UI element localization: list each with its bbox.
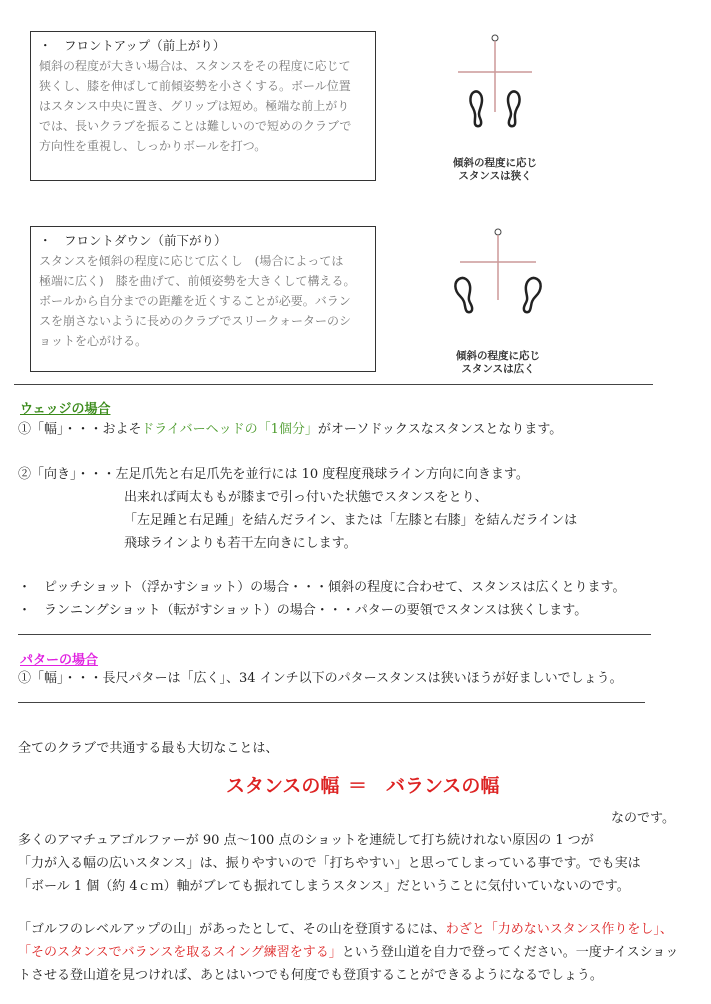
- p4-prefix: 「ゴルフのレベルアップの山」があったとして、その山を登頂するには、: [18, 922, 446, 937]
- front-up-heading: ・ フロントアップ（前上がり）: [39, 38, 226, 53]
- wedge-running-shot: ・ ランニングショット（転がすショット）の場合・・・パターの要領でスタンスは狭くします。: [18, 603, 588, 618]
- divider-2: [18, 634, 651, 635]
- narrow-caption-line2: スタンスは狭く: [458, 170, 532, 182]
- narrow-stance-caption: [425, 157, 565, 183]
- balance-width-label: バランスの幅: [386, 775, 500, 797]
- conclusion-paragraph-5: [18, 944, 678, 962]
- wedge-direction-line1: ②「向き」・・・左足爪先と右足爪先を並行には 10 度程度飛球ライン方向に向きます。: [18, 467, 529, 482]
- wedge-width-highlight: ドライバーヘッドの「1個分」: [141, 422, 318, 437]
- front-down-text: スタンスを傾斜の程度に応じて広くし (場合によっては 極端に広く) 膝を曲げて、前傾姿勢を大きくして構える。 ボールから自分までの距離を近くすることが必要。バラン スを崩さないように長めのクラブでスリークォーターのシ ョットを心がける。: [39, 254, 356, 348]
- equals-sign: ＝: [348, 775, 368, 797]
- conclusion-paragraph-4: [18, 921, 673, 939]
- front-up-box: [30, 31, 376, 181]
- wedge-width-suffix: がオーソドックスなスタンスとなります。: [317, 422, 563, 437]
- divider-1: [14, 384, 653, 385]
- wide-stance-illustration: [440, 224, 560, 344]
- divider-3: [18, 702, 645, 703]
- wedge-width-line: [18, 421, 562, 439]
- front-down-heading: ・ フロントダウン（前下がり）: [39, 233, 227, 248]
- wedge-direction-line3: 「左足踵と右足踵」を結んだライン、または「左膝と右膝」を結んだラインは: [124, 513, 578, 528]
- wide-caption-line2: スタンスは広く: [461, 363, 535, 375]
- wedge-direction-line4: 飛球ラインよりも若干左向きにします。: [124, 536, 357, 551]
- narrow-stance-illustration: [440, 30, 560, 155]
- front-down-box: [30, 226, 376, 372]
- wedge-width-prefix: ①「幅」・・・およそ: [18, 422, 142, 437]
- wedge-direction-line2: 出来れば両太ももが膝まで引っ付いた状態でスタンスをとり、: [124, 490, 488, 505]
- wide-stance-caption: [428, 350, 568, 376]
- putter-width-line: ①「幅」・・・長尺パターは「広く」、34 インチ以下のパタースタンスは狭いほうが好ましいでしょう。: [18, 671, 623, 686]
- nanodesu-text: なのです。: [611, 811, 675, 826]
- stance-width-label: スタンスの幅: [226, 775, 340, 797]
- front-up-text: 傾斜の程度が大きい場合は、スタンスをその程度に応じて 狭くし、膝を伸ばして前傾姿勢を小さくする。ボール位置 はスタンス中央に置き、グリップは短め。極端な前上がり では、長いクラブを振ることは難しいので短めのクラブで 方向性を重視し、しっかりボールを打つ。: [39, 59, 352, 153]
- putter-section-title: パターの場合: [20, 653, 99, 668]
- conclusion-paragraph-1: 多くのアマチュアゴルファーが 90 点～100 点のショットを連続して打ち続けれない原因の 1 つが: [18, 833, 594, 848]
- conclusion-intro: 全てのクラブで共通する最も大切なことは、: [18, 741, 279, 756]
- conclusion-paragraph-3: 「ボール 1 個（約 4ｃｍ）軸がブレても振れてしまうスタンス」だということに気付いていないのです。: [18, 879, 630, 894]
- conclusion-paragraph-2: 「力が入る幅の広いスタンス」は、振りやすいので「打ちやすい」と思ってしまっている事です。でも実は: [18, 856, 641, 871]
- conclusion-paragraph-6: トさせる登山道を見つければ、あとはいつでも何度でも登頂することができるようになるでしょう。: [18, 968, 603, 983]
- wide-caption-line1: 傾斜の程度に応じ: [456, 350, 540, 362]
- wedge-section-title: ウェッジの場合: [20, 402, 111, 417]
- p5-suffix: という登山道を自力で登ってください。一度ナイスショッ: [341, 945, 679, 960]
- p5-highlight: 「そのスタンスでバランスを取るスイング練習をする」: [18, 945, 342, 960]
- p4-highlight: わざと「力めないスタンス作りをし」、: [445, 922, 673, 937]
- wedge-pitch-shot: ・ ピッチショット（浮かすショット）の場合・・・傾斜の程度に合わせて、スタンスは広くとります。: [18, 580, 626, 595]
- narrow-caption-line1: 傾斜の程度に応じ: [453, 157, 537, 169]
